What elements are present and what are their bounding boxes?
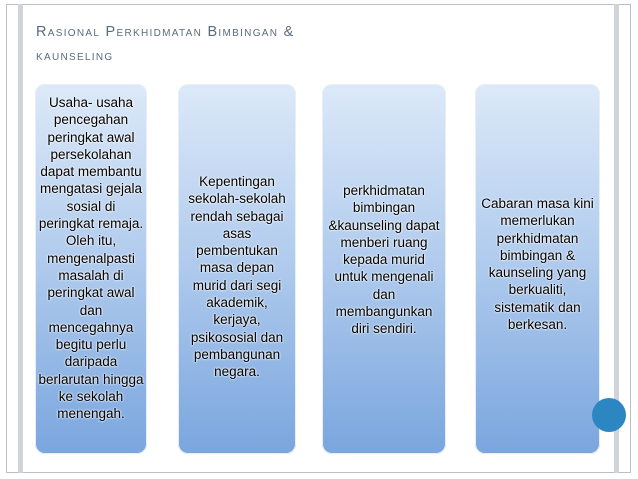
content-box-4-text: Cabaran masa kini memerlukan perkhidmatan bimbingan & kaunseling yang berkualiti, sistematik dan berkesan. <box>481 196 594 333</box>
left-accent-bar <box>18 4 23 473</box>
content-box-1 <box>35 84 147 454</box>
content-box-4 <box>475 84 600 454</box>
content-box-3 <box>322 84 446 454</box>
slide-title-line2: kaunseling <box>36 48 114 64</box>
decorative-circle <box>592 398 626 432</box>
slide-title-line1-text: asional Perkhidmatan Bimbingan & <box>47 24 295 40</box>
content-box-2 <box>178 84 296 454</box>
slide-title-line1: Rasional Perkhidmatan Bimbingan & <box>36 24 295 40</box>
content-box-1-text: Usaha- usaha pencegahan peringkat awal persekolahan dapat membantu mengatasi gejala sosial di peringkat remaja. Oleh itu, mengenalpasti masalah di peringkat awal dan mencegahnya begitu perlu daripada berlarutan hingga ke sekolah menengah. <box>38 95 144 422</box>
content-box-3-text: perkhidmatan bimbingan &kaunseling dapat menberi ruang kepada murid untuk mengenali dan membangunkan diri sendiri. <box>328 183 440 337</box>
slide-title <box>36 20 556 68</box>
content-box-2-text: Kepentingan sekolah-sekolah rendah sebagai asas pembentukan masa depan murid dari segi akademik, kerjaya, psikososial dan pembangunan negara. <box>188 174 286 380</box>
